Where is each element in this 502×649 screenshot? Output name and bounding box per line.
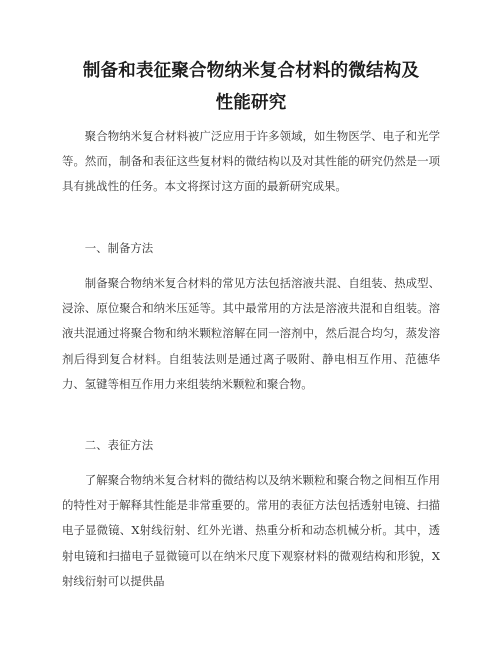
section1-heading: 一、制备方法 [84, 241, 154, 255]
intro-paragraph: 聚合物纳米复合材料被广泛应用于许多领域，如生物医学、电子和光学等。然而，制备和表征这些复材料的微结构以及对其性能的研究仍然是一项具有挑战性的任务。本文将探讨这方面的最新研究成果。 [62, 129, 440, 194]
section2-paragraph: 了解聚合物纳米复合材料的微结构以及纳米颗粒和聚合物之间相互作用的特性对于解释其性能是非常重要的。常用的表征方法包括透射电镜、扫描电子显微镜、X射线衍射、红外光谱、热重分析和动态机械分析。其中，透射电镜和扫描电子显微镜可以在纳米尺度下观察材料的微观结构和形貌，X射线衍射可以提供晶 [62, 473, 440, 588]
section1-paragraph: 制备聚合物纳米复合材料的常见方法包括溶液共混、自组装、热成型、浸涂、原位聚合和纳米压延等。其中最常用的方法是溶液共混和自组装。溶液共混通过将聚合物和纳米颗粒溶解在同一溶剂中，然后混合均匀，蒸发溶剂后得到复合材料。自组装法则是通过离子吸附、静电相互作用、范德华力、氢键等相互作用力来组装纳米颗粒和聚合物。 [62, 276, 440, 391]
document-title-line2: 性能研究 [215, 93, 287, 113]
document-title-line1: 制备和表征聚合物纳米复合材料的微结构及 [82, 61, 420, 81]
section2-heading: 二、表征方法 [84, 438, 154, 452]
